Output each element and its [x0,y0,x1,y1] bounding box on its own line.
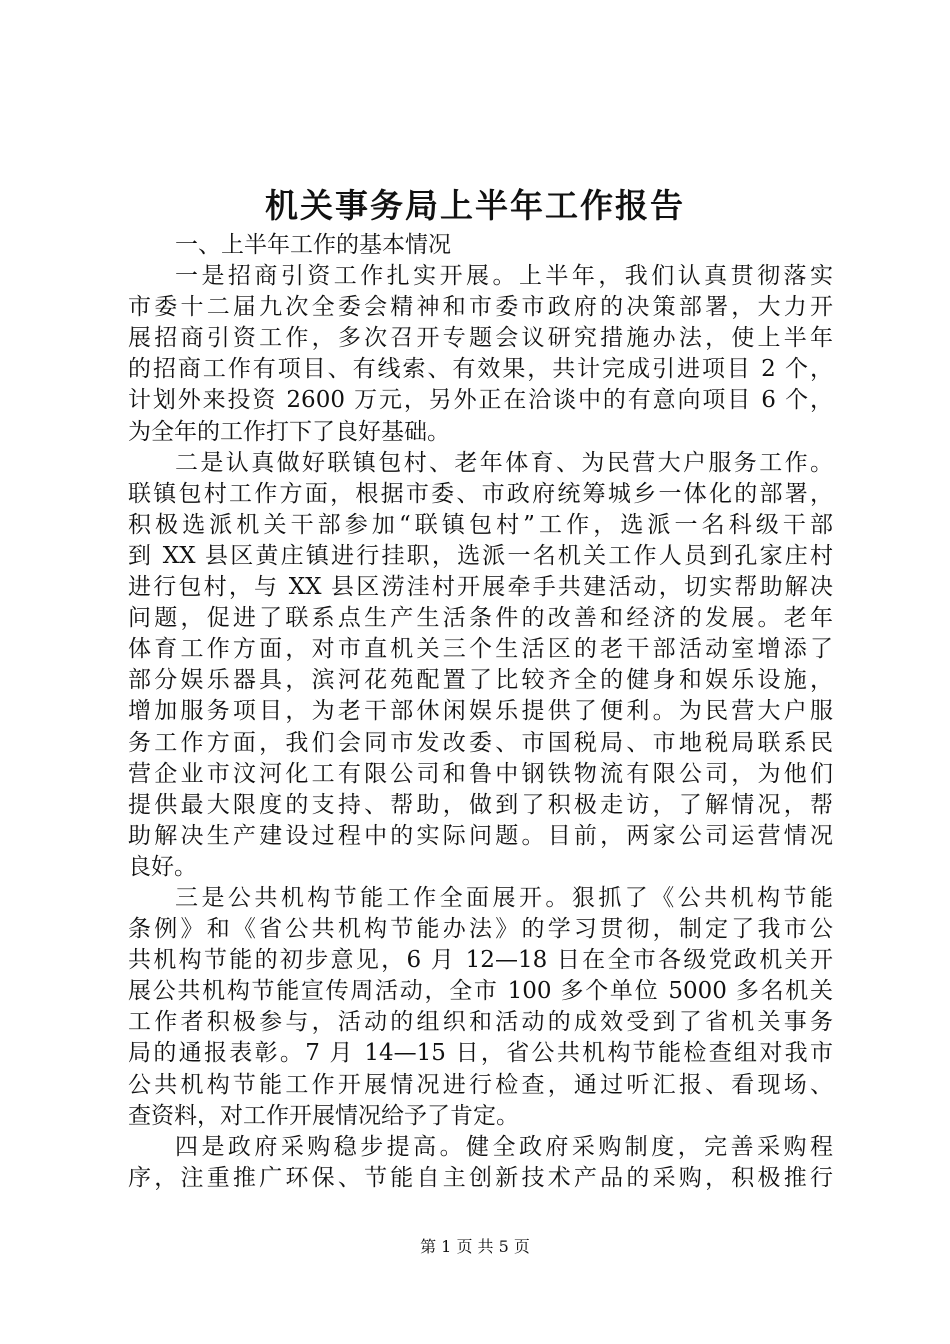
text-line: 序，注重推广环保、节能自主创新技术产品的采购，积极推行 [128,1164,833,1191]
text-line: 工作者积极参与，活动的组织和活动的成效受到了省机关事务 [128,1009,833,1036]
text-line: 三是公共机构节能工作全面展开。狠抓了《公共机构节能 [175,884,833,911]
text-line: 联镇包村工作方面，根据市委、市政府统筹城乡一体化的部署， [128,480,833,507]
text-line: 一是招商引资工作扎实开展。上半年，我们认真贯彻落实 [175,263,833,290]
text-line: 助解决生产建设过程中的实际问题。目前，两家公司运营情况 [128,822,833,849]
document-title: 机关事务局上半年工作报告 [265,186,685,225]
text-line: 市委十二届九次全委会精神和市委市政府的决策部署，大力开 [128,294,833,321]
text-line: 营企业市汶河化工有限公司和鲁中钢铁物流有限公司，为他们 [128,760,833,787]
text-line: 部分娱乐器具，滨河花苑配置了比较齐全的健身和娱乐设施， [128,667,833,694]
text-line: 问题，促进了联系点生产生活条件的改善和经济的发展。老年 [128,605,833,632]
text-line: 条例》和《省公共机构节能办法》的学习贯彻，制定了我市公 [128,916,833,943]
text-line: 局的通报表彰。7 月 14—15 日，省公共机构节能检查组对我市 [128,1040,833,1067]
text-line: 共机构节能的初步意见，6 月 12—18 日在全市各级党政机关开 [128,947,833,974]
text-line: 四是政府采购稳步提高。健全政府采购制度，完善采购程 [175,1133,833,1160]
text-line: 进行包村，与 XX 县区涝洼村开展牵手共建活动，切实帮助解决 [128,574,833,601]
text-line: 二是认真做好联镇包村、老年体育、为民营大户服务工作。 [175,449,833,476]
text-line: 提供最大限度的支持、帮助，做到了积极走访，了解情况，帮 [128,791,833,818]
text-line: 积极选派机关干部参加“联镇包村”工作，选派一名科级干部 [128,511,833,538]
text-line: 的招商工作有项目、有线索、有效果，共计完成引进项目 2 个， [128,356,833,383]
text-line: 展公共机构节能宣传周活动，全市 100 多个单位 5000 多名机关 [128,978,833,1005]
page-number-footer: 第 1 页 共 5 页 [420,1237,530,1256]
text-line: 计划外来投资 2600 万元，另外正在洽谈中的有意向项目 6 个， [128,387,833,414]
text-line: 务工作方面，我们会同市发改委、市国税局、市地税局联系民 [128,729,833,756]
text-line: 为全年的工作打下了良好基础。 [128,418,450,445]
text-line: 一、上半年工作的基本情况 [175,232,451,258]
text-line: 展招商引资工作，多次召开专题会议研究措施办法，使上半年 [128,325,833,352]
text-line: 增加服务项目，为老干部休闲娱乐提供了便利。为民营大户服 [128,698,833,725]
document-body [128,230,833,1194]
text-line: 公共机构节能工作开展情况进行检查，通过听汇报、看现场、 [128,1071,833,1098]
text-line: 体育工作方面，对市直机关三个生活区的老干部活动室增添了 [128,636,833,663]
text-line: 查资料，对工作开展情况给予了肯定。 [128,1102,519,1129]
text-line: 良好。 [128,853,197,880]
text-line: 到 XX 县区黄庄镇进行挂职，选派一名机关工作人员到孔家庄村 [128,542,833,569]
